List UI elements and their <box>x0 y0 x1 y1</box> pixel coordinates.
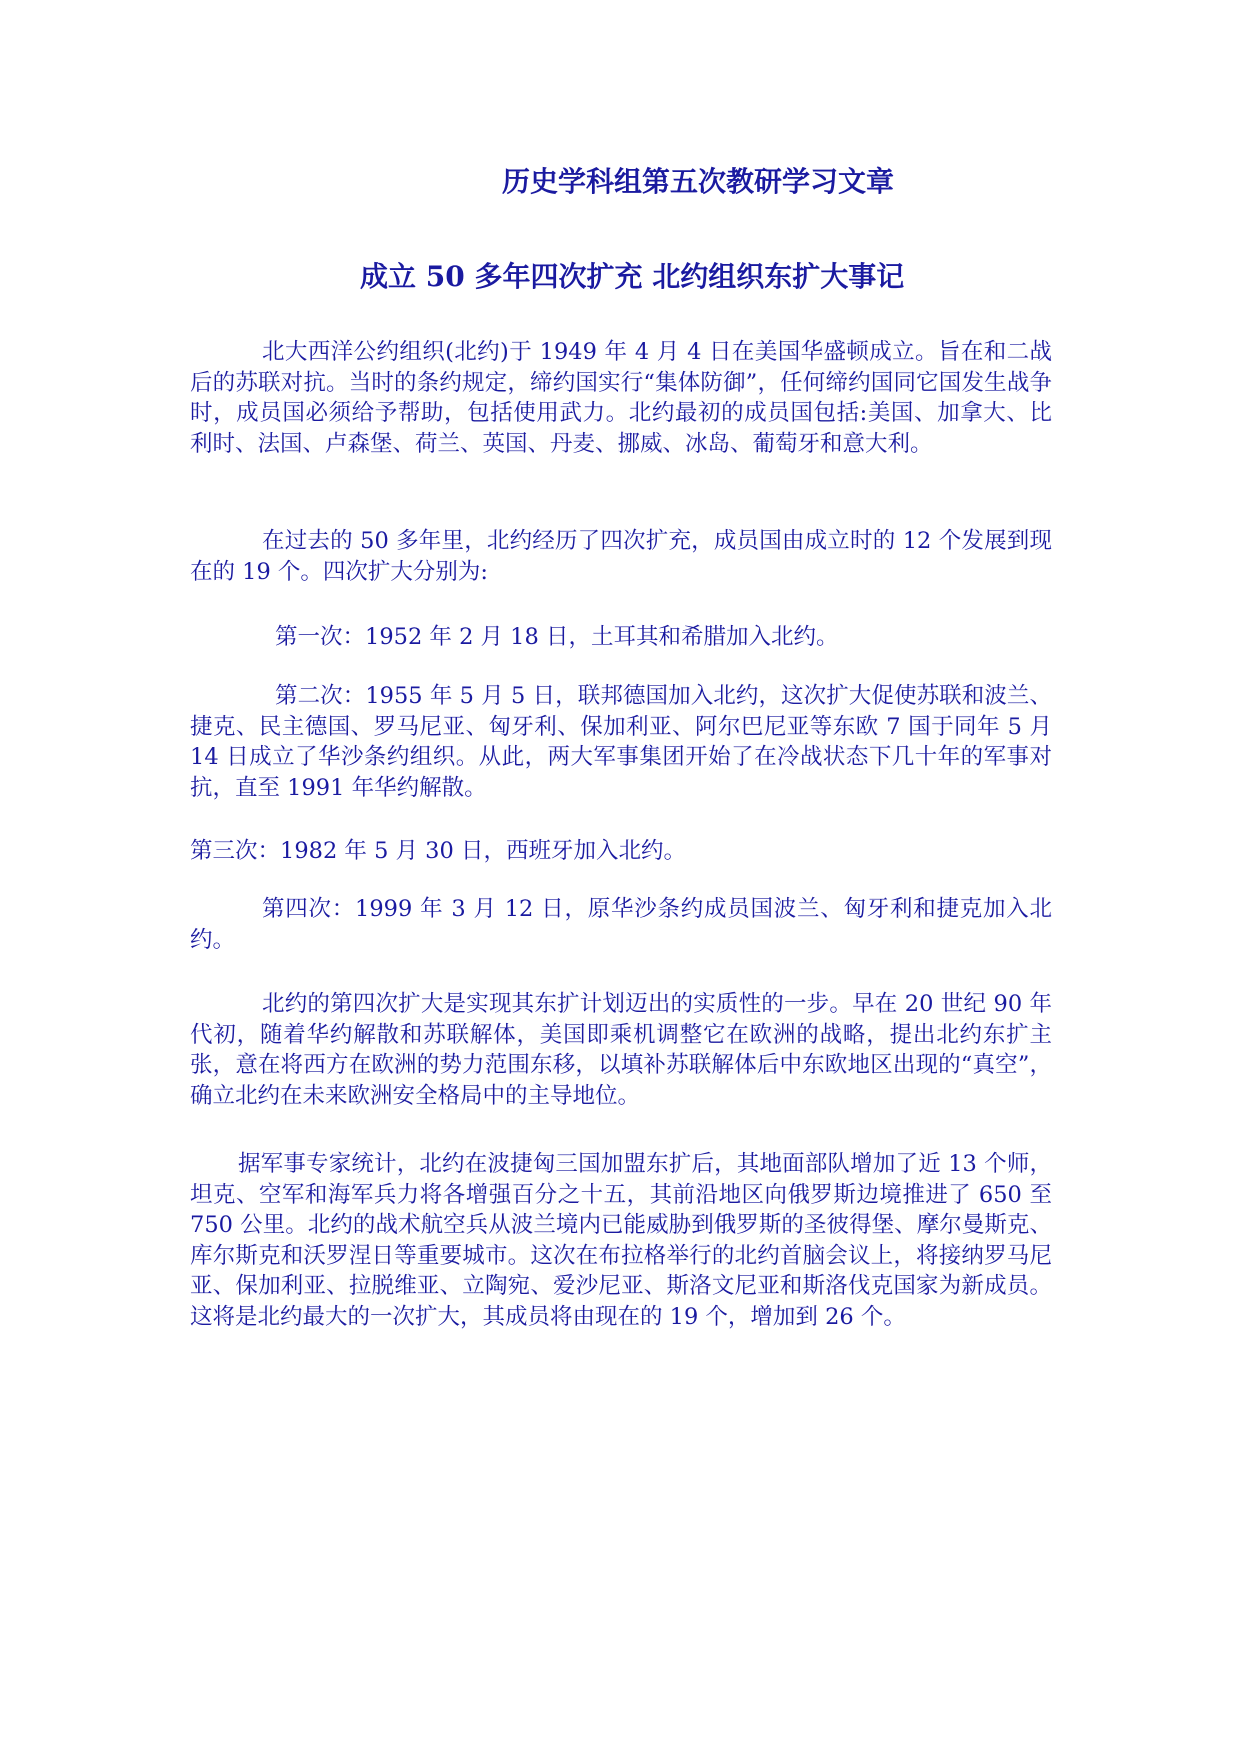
paragraph-third-expansion: 第三次：1982 年 5 月 30 日，西班牙加入北约。 <box>190 838 686 864</box>
document-title: 历史学科组第五次教研学习文章 <box>502 165 895 198</box>
document-subtitle: 成立 50 多年四次扩充 北约组织东扩大事记 <box>360 260 905 293</box>
paragraph-eastward-strategy: 北约的第四次扩大是实现其东扩计划迈出的实质性的一步。早在 20 世纪 90 年代初，随着华约解散和苏联解体，美国即乘机调整它在欧洲的战略，提出北约东扩主张，意在将西方在欧洲的势力范围东移，以填补苏联解体后中东欧地区出现的“真空”，确立北约在未来欧洲安全格局中的主导地位。 <box>190 991 1052 1109</box>
paragraph-second-expansion: 第二次：1955 年 5 月 5 日，联邦德国加入北约，这次扩大促使苏联和波兰、捷克、民主德国、罗马尼亚、匈牙利、保加利亚、阿尔巴尼亚等东欧 7 国于同年 5 月 14 日成立了华沙条约组织。从此，两大军事集团开始了在冷战状态下几十年的军事对抗，直至 1991 年华约解散。 <box>190 683 1052 801</box>
paragraph-founding: 北大西洋公约组织(北约)于 1949 年 4 月 4 日在美国华盛顿成立。旨在和二战后的苏联对抗。当时的条约规定，缔约国实行“集体防御”，任何缔约国同它国发生战争时，成员国必须给予帮助，包括使用武力。北约最初的成员国包括:美国、加拿大、比利时、法国、卢森堡、荷兰、英国、丹麦、挪威、冰岛、葡萄牙和意大利。 <box>190 339 1052 457</box>
paragraph-fourth-expansion: 第四次：1999 年 3 月 12 日，原华沙条约成员国波兰、匈牙利和捷克加入北约。 <box>190 896 1052 953</box>
paragraph-first-expansion: 第一次：1952 年 2 月 18 日，土耳其和希腊加入北约。 <box>275 624 839 650</box>
paragraph-expansion-overview: 在过去的 50 多年里，北约经历了四次扩充，成员国由成立时的 12 个发展到现在的 19 个。四次扩大分别为: <box>190 528 1052 585</box>
paragraph-military-analysis: 据军事专家统计，北约在波捷匈三国加盟东扩后，其地面部队增加了近 13 个师，坦克、空军和海军兵力将各增强百分之十五，其前沿地区向俄罗斯边境推进了 650 至 750 公里。北约的战术航空兵从波兰境内已能威胁到俄罗斯的圣彼得堡、摩尔曼斯克、库尔斯克和沃罗涅日等重要城市。这次在布拉格举行的北约首脑会议上，将接纳罗马尼亚、保加利亚、拉脱维亚、立陶宛、爱沙尼亚、斯洛文尼亚和斯洛伐克国家为新成员。这将是北约最大的一次扩大，其成员将由现在的 19 个，增加到 26 个。 <box>190 1151 1052 1330</box>
